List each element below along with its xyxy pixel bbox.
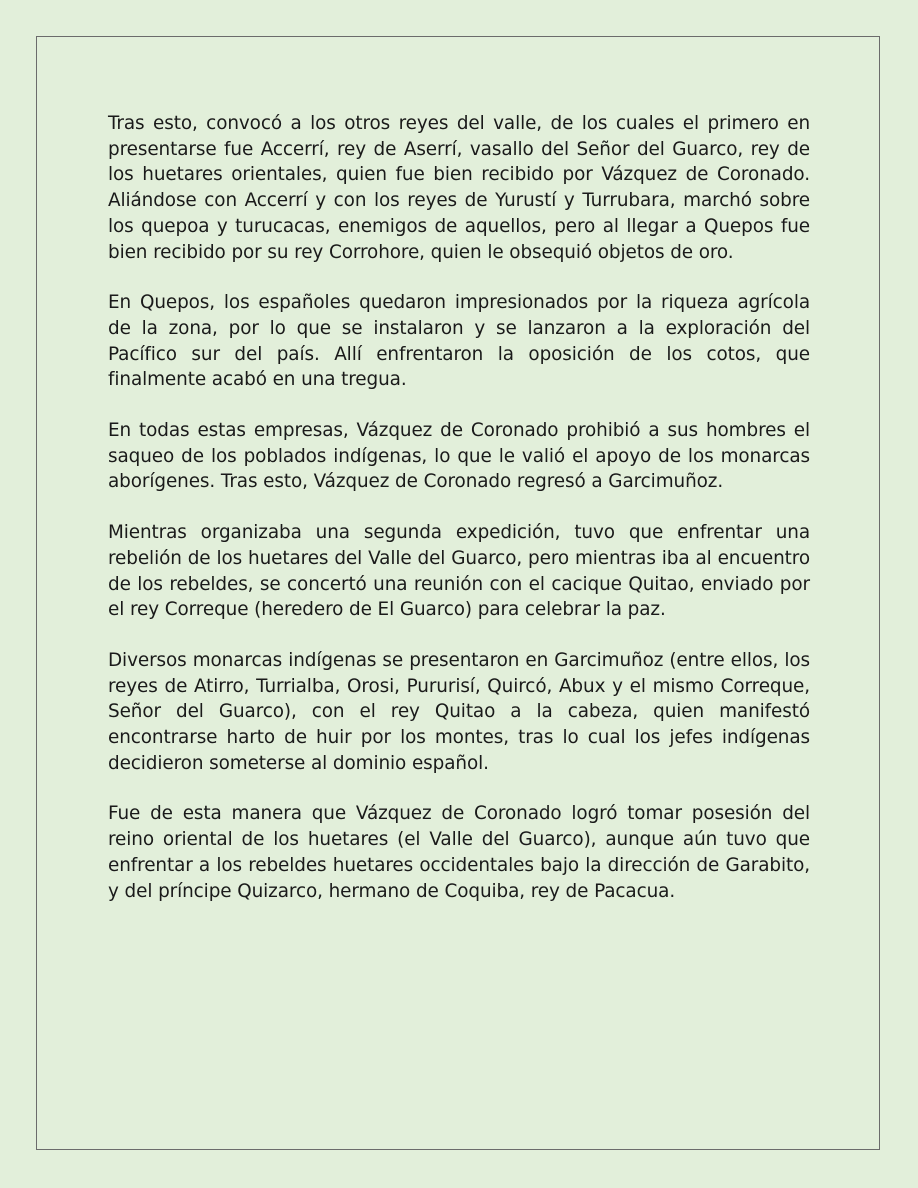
paragraph-5: Diversos monarcas indígenas se presentaron en Garcimuñoz (entre ellos, los reyes de Atirro, Turrialba, Orosi, Pururisí, Quircó, Abux y el mismo Correque, Señor del Guarco), con el rey Quitao a la cabeza, quien manifestó encontrarse harto de huir por los montes, tras lo cual los jefes indígenas decidieron someterse al dominio español. (108, 649, 810, 774)
paragraph-1: Tras esto, convocó a los otros reyes del valle, de los cuales el primero en presentarse fue Accerrí, rey de Aserrí, vasallo del Señor del Guarco, rey de los huetares orientales, quien fue bien recibido por Vázquez de Coronado. Aliándose con Accerrí y con los reyes de Yurustí y Turrubara, marchó sobre los quepoa y turucacas, enemigos de aquellos, pero al llegar a Quepos fue bien recibido por su rey Corrohore, quien le obsequió objetos de oro. (108, 113, 810, 263)
document-body (108, 111, 810, 929)
paragraph-6: Fue de esta manera que Vázquez de Coronado logró tomar posesión del reino oriental de los huetares (el Valle del Guarco), aunque aún tuvo que enfrentar a los rebeldes huetares occidentales bajo la dirección de Garabito, y del príncipe Quizarco, hermano de Coquiba, rey de Pacacua. (108, 803, 810, 902)
paragraph-2: En Quepos, los españoles quedaron impresionados por la riqueza agrícola de la zona, por lo que se instalaron y se lanzaron a la exploración del Pacífico sur del país. Allí enfrentaron la oposición de los cotos, que finalmente acabó en una tregua. (108, 292, 810, 391)
paragraph-3: En todas estas empresas, Vázquez de Coronado prohibió a sus hombres el saqueo de los poblados indígenas, lo que le valió el apoyo de los monarcas aborígenes. Tras esto, Vázquez de Coronado regresó a Garcimuñoz. (108, 420, 810, 493)
paragraph-4: Mientras organizaba una segunda expedición, tuvo que enfrentar una rebelión de los huetares del Valle del Guarco, pero mientras iba al encuentro de los rebeldes, se concertó una reunión con el cacique Quitao, enviado por el rey Correque (heredero de El Guarco) para celebrar la paz. (108, 522, 810, 621)
